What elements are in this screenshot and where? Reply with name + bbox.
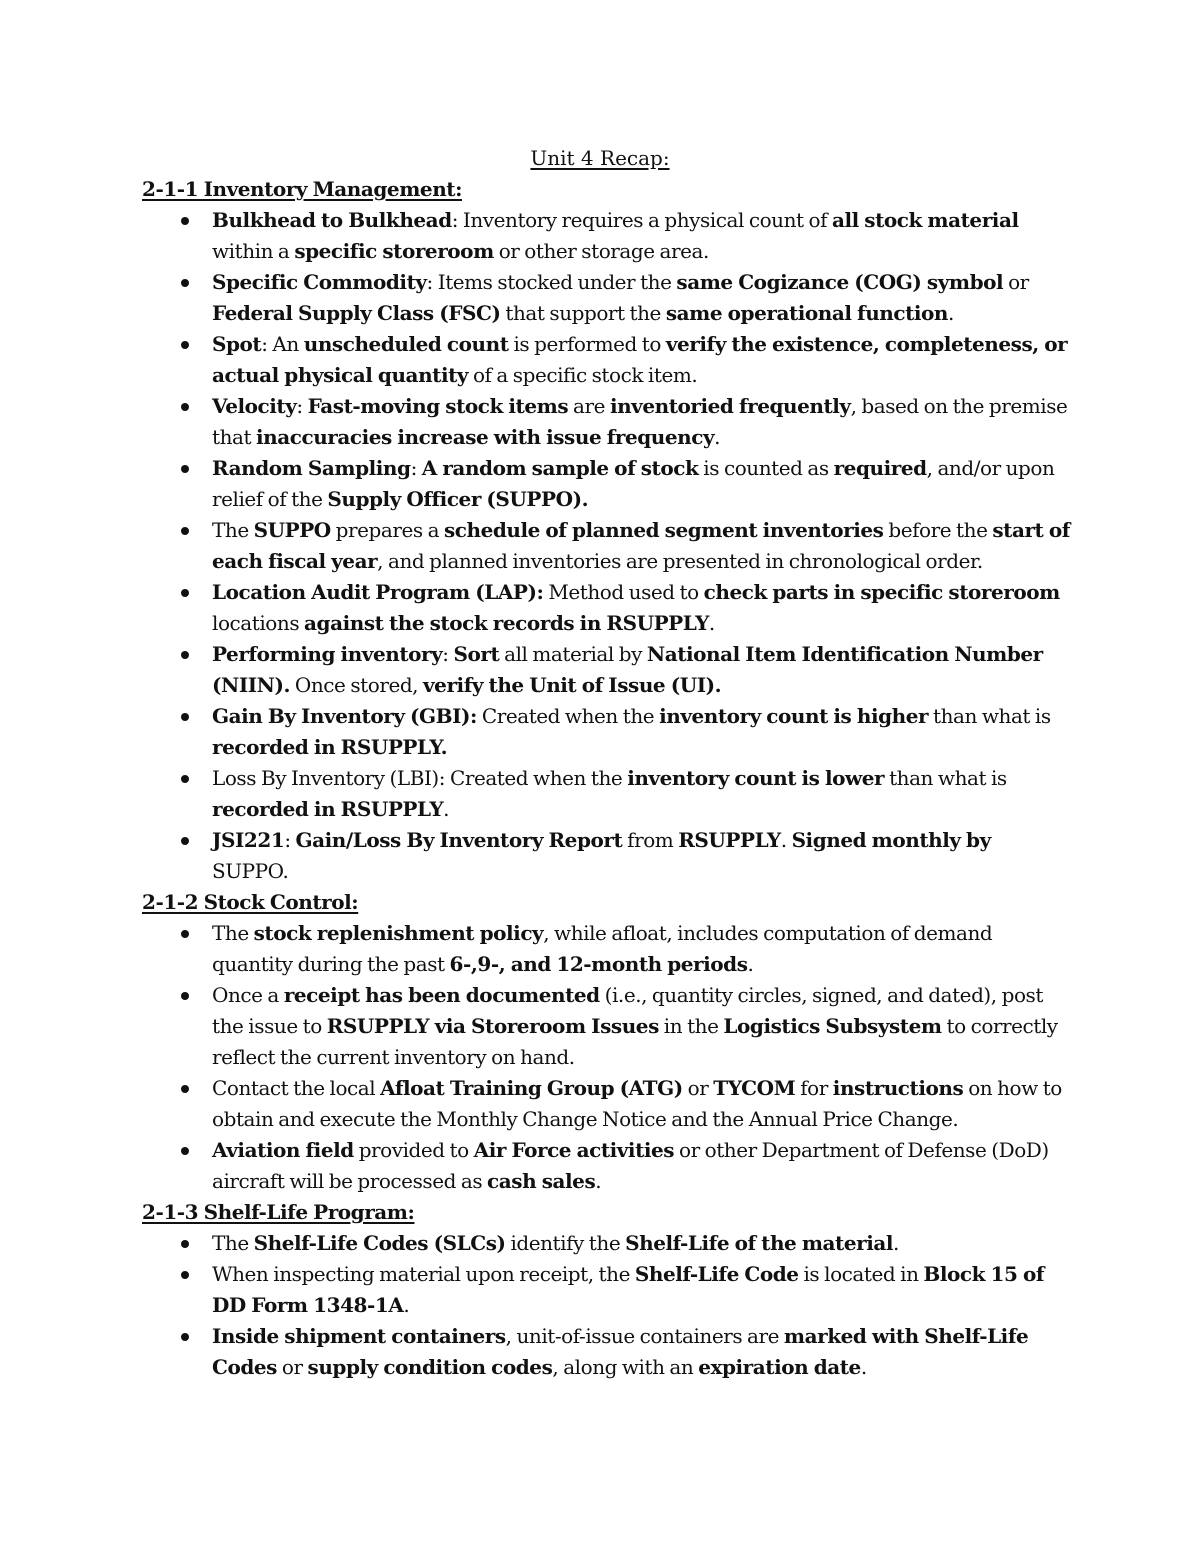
text-run: than what is — [884, 766, 1007, 790]
bold-text-run: expiration date — [698, 1355, 861, 1379]
bold-text-run: verify the Unit of Issue (UI). — [423, 673, 722, 697]
bold-text-run: Gain/Loss By Inventory Report — [295, 828, 623, 852]
bullet-icon — [181, 775, 189, 783]
text-run: , based on the premise that — [212, 394, 1068, 449]
bold-text-run: JSI221 — [212, 828, 285, 852]
text-run: Contact the local — [212, 1076, 381, 1100]
list-item — [142, 1073, 1072, 1135]
text-run: than what is — [928, 704, 1051, 728]
text-run: . — [948, 301, 954, 325]
text-run: . — [747, 952, 754, 976]
bold-text-run: Performing inventory — [212, 642, 443, 666]
text-run: . — [403, 1293, 410, 1317]
list-item — [142, 918, 1072, 980]
bold-text-run: recorded in RSUPPLY — [212, 797, 444, 821]
bold-text-run: instructions — [832, 1076, 964, 1100]
text-run: : — [296, 394, 308, 418]
text-run: . — [708, 611, 715, 635]
text-run: . — [780, 828, 792, 852]
bold-text-run: Bulkhead to Bulkhead — [212, 208, 452, 232]
bold-text-run: Random Sampling — [212, 456, 411, 480]
bullet-icon — [181, 279, 189, 287]
bullet-icon — [181, 1333, 189, 1341]
section-heading: 2-1-1 Inventory Management: — [142, 177, 463, 201]
text-run: : Inventory requires a physical count of — [451, 208, 832, 232]
text-run: . — [714, 425, 721, 449]
list-item — [142, 1259, 1072, 1321]
bold-text-run: Inside shipment containers — [212, 1324, 506, 1348]
list-item — [142, 825, 1072, 887]
bold-text-run: inventory count is higher — [659, 704, 929, 728]
section-heading: 2-1-2 Stock Control: — [142, 890, 359, 914]
text-run: is located in — [798, 1262, 924, 1286]
bullet-icon — [181, 837, 189, 845]
list-item — [142, 639, 1072, 701]
bullet-icon — [181, 930, 189, 938]
text-run: The — [212, 1231, 254, 1255]
text-run: within a — [212, 239, 295, 263]
bold-text-run: marked with Shelf-Life Codes — [212, 1324, 1029, 1379]
document-title: Unit 4 Recap: — [530, 146, 670, 170]
bold-text-run: Location Audit Program (LAP): — [212, 580, 544, 604]
bold-text-run: start of each fiscal year — [212, 518, 1070, 573]
bullet-icon — [181, 1147, 189, 1155]
bold-text-run: required — [833, 456, 927, 480]
bullet-icon — [181, 1240, 189, 1248]
bold-text-run: check parts in specific storeroom — [703, 580, 1060, 604]
bullet-icon — [181, 217, 189, 225]
text-run: before the — [883, 518, 993, 542]
bold-text-run: schedule of planned segment inventories — [443, 518, 884, 542]
bold-text-run: Federal Supply Class (FSC) — [212, 301, 501, 325]
list-item — [142, 515, 1072, 577]
bold-text-run: Shelf-Life Codes (SLCs) — [253, 1231, 506, 1255]
bold-text-run: Spot — [212, 332, 262, 356]
bold-text-run: Supply Officer (SUPPO). — [327, 487, 589, 511]
text-run: Created when the — [476, 704, 660, 728]
bold-text-run: Specific Commodity — [212, 270, 427, 294]
list-item — [142, 453, 1072, 515]
bold-text-run: receipt has been documented — [283, 983, 600, 1007]
text-run: of a specific stock item. — [468, 363, 698, 387]
text-run: or — [682, 1076, 714, 1100]
text-run: that support the — [500, 301, 666, 325]
text-run: : — [442, 642, 454, 666]
text-run: The — [212, 518, 254, 542]
bold-text-run: verify the existence, completeness, or actual physical quantity — [212, 332, 1068, 387]
list-item — [142, 1135, 1072, 1197]
text-run: in the — [658, 1014, 724, 1038]
bullet-list — [142, 205, 1072, 887]
text-run: : — [284, 828, 296, 852]
text-run: , and/or upon relief of the — [212, 456, 1055, 511]
list-item — [142, 267, 1072, 329]
bold-text-run: Air Force activities — [473, 1138, 675, 1162]
bold-text-run: Velocity — [212, 394, 297, 418]
list-item — [142, 1321, 1072, 1383]
bold-text-run: same Cogizance (COG) symbol — [676, 270, 1004, 294]
bold-text-run: Logistics Subsystem — [723, 1014, 942, 1038]
text-run: or other Department of Defense (DoD) aircraft will be processed as — [212, 1138, 1049, 1193]
bullet-icon — [181, 465, 189, 473]
text-run: is performed to — [508, 332, 666, 356]
bold-text-run: Aviation field — [212, 1138, 354, 1162]
text-run: When inspecting material upon receipt, the — [212, 1262, 635, 1286]
bold-text-run: National Item Identification Number (NIIN). — [212, 642, 1043, 697]
bold-text-run: inaccuracies increase with issue frequency — [256, 425, 715, 449]
text-run: : — [410, 456, 422, 480]
bullet-list — [142, 918, 1072, 1197]
bullet-icon — [181, 713, 189, 721]
text-run: , along with an — [552, 1355, 699, 1379]
bold-text-run: TYCOM — [713, 1076, 796, 1100]
bold-text-run: Block 15 of DD Form 1348-1A — [212, 1262, 1045, 1317]
list-item — [142, 205, 1072, 267]
bold-text-run: against the stock records in RSUPPLY — [304, 611, 709, 635]
text-run: all material by — [499, 642, 647, 666]
bold-text-run: cash sales — [487, 1169, 596, 1193]
bold-text-run: all stock material — [831, 208, 1019, 232]
section-heading: 2-1-3 Shelf-Life Program: — [142, 1200, 415, 1224]
text-run: prepares a — [330, 518, 444, 542]
bold-text-run: Signed monthly by — [791, 828, 991, 852]
list-item — [142, 577, 1072, 639]
text-run: : An — [261, 332, 304, 356]
text-run: The — [212, 921, 254, 945]
bold-text-run: SUPPO — [253, 518, 331, 542]
bold-text-run: Sort — [453, 642, 500, 666]
text-run: from — [622, 828, 679, 852]
bold-text-run: 6-,9-, and 12-month periods — [449, 952, 748, 976]
text-run: . — [860, 1355, 867, 1379]
text-run: Loss By Inventory (LBI): Created when the — [212, 766, 628, 790]
bold-text-run: RSUPPLY via Storeroom Issues — [326, 1014, 659, 1038]
bold-text-run: inventoried frequently — [609, 394, 851, 418]
text-run: to correctly reflect the current inventory on hand. — [212, 1014, 1058, 1069]
list-item — [142, 329, 1072, 391]
bold-text-run: Fast-moving stock items — [307, 394, 569, 418]
bold-text-run: Afloat Training Group (ATG) — [380, 1076, 683, 1100]
text-run: , unit-of-issue containers are — [505, 1324, 784, 1348]
text-run: (i.e., quantity circles, signed, and dated), post the issue to — [212, 983, 1043, 1038]
text-run: SUPPO. — [212, 859, 289, 883]
list-item — [142, 391, 1072, 453]
bold-text-run: Gain By Inventory (GBI): — [212, 704, 477, 728]
text-run: Once a — [212, 983, 284, 1007]
bold-text-run: Shelf-Life of the material — [625, 1231, 894, 1255]
list-item — [142, 701, 1072, 763]
text-run: on how to obtain and execute the Monthly Change Notice and the Annual Price Change. — [212, 1076, 1062, 1131]
document-body — [142, 174, 1072, 1383]
text-run: provided to — [353, 1138, 474, 1162]
bold-text-run: recorded in RSUPPLY. — [212, 735, 448, 759]
text-run: , and planned inventories are presented in chronological order. — [377, 549, 983, 573]
list-item — [142, 1228, 1072, 1259]
bold-text-run: Shelf-Life Code — [634, 1262, 799, 1286]
bullet-icon — [181, 992, 189, 1000]
bold-text-run: unscheduled count — [303, 332, 509, 356]
bold-text-run: supply condition codes — [307, 1355, 553, 1379]
bold-text-run: A random sample of stock — [421, 456, 699, 480]
list-item — [142, 980, 1072, 1073]
bold-text-run: RSUPPLY — [678, 828, 781, 852]
text-run: or other storage area. — [493, 239, 709, 263]
text-run: Once stored, — [290, 673, 424, 697]
bullet-icon — [181, 527, 189, 535]
text-run: . — [595, 1169, 602, 1193]
bullet-icon — [181, 1271, 189, 1279]
text-run: Method used to — [543, 580, 704, 604]
text-run: . — [443, 797, 450, 821]
list-item — [142, 763, 1072, 825]
bullet-icon — [181, 403, 189, 411]
text-run: locations — [212, 611, 305, 635]
bold-text-run: inventory count is lower — [627, 766, 885, 790]
text-run: or — [1003, 270, 1029, 294]
text-run: or — [276, 1355, 308, 1379]
text-run: are — [568, 394, 610, 418]
bold-text-run: same operational function — [665, 301, 949, 325]
text-run: , while afloat, includes computation of demand quantity during the past — [212, 921, 993, 976]
text-run: for — [795, 1076, 833, 1100]
bullet-icon — [181, 651, 189, 659]
bold-text-run: specific storeroom — [294, 239, 494, 263]
text-run: . — [893, 1231, 899, 1255]
bullet-icon — [181, 1085, 189, 1093]
bullet-icon — [181, 589, 189, 597]
text-run: : Items stocked under the — [426, 270, 677, 294]
bullet-icon — [181, 341, 189, 349]
bold-text-run: stock replenishment policy — [253, 921, 544, 945]
text-run: identify the — [505, 1231, 626, 1255]
text-run: is counted as — [698, 456, 834, 480]
bullet-list — [142, 1228, 1072, 1383]
